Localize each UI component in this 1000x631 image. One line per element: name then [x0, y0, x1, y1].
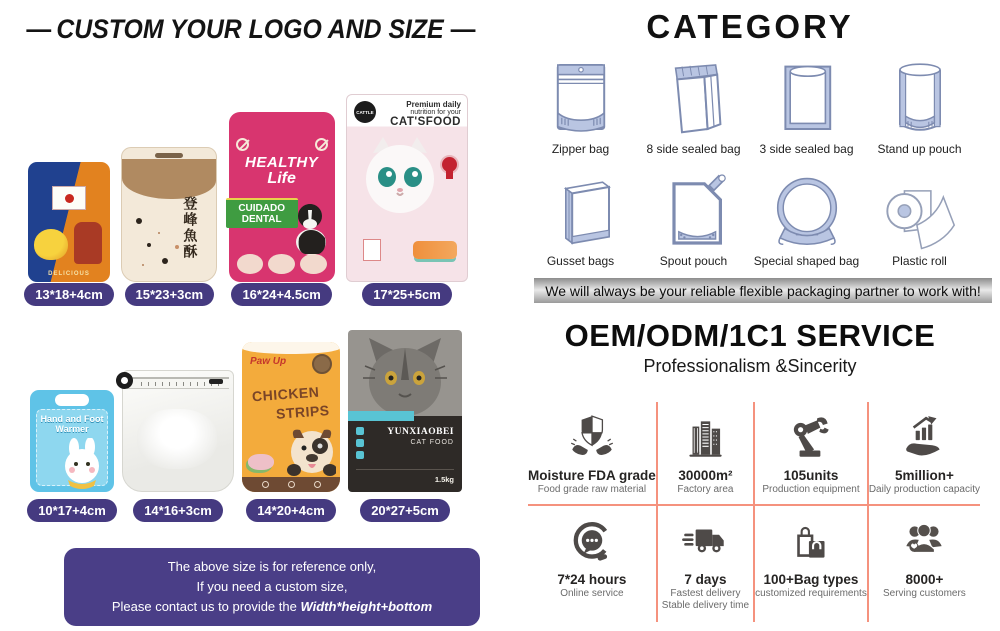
stat-value: 105units: [783, 468, 839, 483]
chicken-bag-bottom-band: [242, 477, 340, 492]
bulldog-graphic: [286, 424, 336, 478]
cat-food-line3: CAT'SFOOD: [390, 116, 461, 128]
custom-size-title-text: CUSTOM YOUR LOGO AND SIZE: [56, 14, 444, 44]
customers-icon: [897, 514, 951, 570]
stat-bag-types: [755, 506, 869, 622]
service-title: OEM/ODM/1C1 SERVICE: [564, 318, 936, 353]
note-line-3b: Width*height+bottom: [300, 599, 433, 615]
squirrel-bag-caption: DELICIOUS: [48, 271, 90, 277]
eight-side-sealed-bag-icon: [658, 54, 730, 138]
treats-tray: [237, 254, 327, 274]
category-label: Plastic roll: [892, 254, 947, 268]
squirrel-bag-badge: [52, 186, 86, 210]
stat-label: Production equipment: [762, 484, 860, 495]
shield-hands-icon: [566, 410, 618, 466]
stat-value: 100+Bag types: [763, 572, 859, 587]
stat-factory-area: [658, 402, 755, 506]
service-stats-grid: [528, 402, 980, 622]
cattle-logo: CATTLE: [354, 101, 376, 123]
category-title: CATEGORY: [646, 8, 854, 45]
note-line-2: If you need a custom size,: [196, 579, 348, 595]
dental-badge-line2: DENTAL: [241, 214, 282, 225]
stat-label: Food grade raw material: [537, 484, 647, 495]
divider-line: [356, 469, 454, 470]
stat-label: Fastest delivery: [670, 588, 741, 599]
meat-graphic: [248, 454, 274, 470]
chicken-title1: CHICKEN: [251, 383, 320, 405]
truck-icon: [677, 514, 733, 570]
stat-value: 8000+: [905, 572, 944, 587]
stat-label: Factory area: [677, 484, 734, 495]
product-pouch-yunxiaobei: [348, 330, 462, 492]
stat-value: 7 days: [684, 572, 727, 587]
note-line-1: The above size is for reference only,: [167, 559, 377, 574]
plastic-roll-icon: [881, 166, 959, 250]
border-collie-dog-graphic: [287, 200, 331, 256]
category-stand-up-pouch: [863, 54, 976, 156]
category-label: 3 side sealed bag: [759, 142, 854, 156]
fish-bag-name: 登峰魚酥: [182, 196, 199, 260]
headset-icon: [565, 514, 619, 570]
bunny-graphic: [60, 438, 106, 490]
category-label: Gusset bags: [546, 254, 615, 268]
note-line-3a: Please contact us to provide the: [111, 599, 301, 615]
size-pill-row-1: [28, 283, 468, 306]
gusset-bags-icon: [545, 166, 617, 250]
stat-label: Serving customers: [883, 588, 966, 599]
category-service-section: [500, 0, 1000, 631]
category-label: Special shaped bag: [753, 254, 860, 268]
shopping-bags-icon: [785, 514, 837, 570]
product-pouch-cats-food: [346, 94, 468, 282]
white-cat-graphic: [357, 135, 443, 225]
product-pouch-chicken-strips: [242, 342, 340, 492]
gray-cat-photo-graphic: [355, 336, 455, 416]
side-panel-graphic: [363, 239, 381, 261]
hang-handle-cutout: [55, 394, 89, 406]
category-grid: [524, 54, 976, 268]
snack-graphic: [74, 222, 102, 264]
healthy-life-title2: Life: [267, 170, 296, 187]
cat-food-line1: Premium daily: [406, 100, 461, 109]
size-pill: 15*23+3cm: [125, 283, 215, 306]
warmer-title1: Hand and Foot: [40, 414, 104, 424]
category-gusset-bags: [524, 166, 637, 268]
service-header: [500, 318, 1000, 377]
stat-production-capacity: [869, 402, 980, 506]
note-line-3: [72, 597, 472, 617]
stat-value: 30000m²: [678, 468, 733, 483]
product-pouch-fish-snack: [121, 147, 217, 282]
category-label: Stand up pouch: [877, 142, 962, 156]
stat-value: Moisture FDA grade: [528, 468, 656, 483]
no-grain-icon: [236, 138, 249, 151]
feature-bullets: [356, 427, 364, 463]
factory-icon: [679, 410, 731, 466]
stat-online-service: [528, 506, 658, 622]
size-pill: 20*27+5cm: [360, 499, 450, 522]
category-zipper-bag: [524, 54, 637, 156]
product-pouch-squirrel-snack: [28, 162, 110, 282]
pawup-logo: Paw Up: [250, 356, 287, 367]
bag-crease-highlight: [137, 409, 217, 469]
fish-bag-crumbs: [136, 218, 142, 224]
net-weight: 1.5kg: [434, 475, 454, 484]
stat-label: Daily production capacity: [868, 484, 980, 495]
product-row-2: [30, 330, 462, 492]
category-special-shaped-bag: [750, 166, 863, 268]
healthy-life-title1: HEALTHY: [245, 154, 319, 171]
chicken-title2: STRIPS: [275, 402, 331, 422]
dental-badge-line1: CUIDADO: [238, 203, 285, 214]
size-pill: 14*20+4cm: [246, 499, 336, 522]
teal-accent-band: [348, 411, 414, 421]
warmer-title2: Warmer: [55, 424, 89, 434]
service-subtitle: Professionalism &Sincerity: [643, 356, 857, 376]
custom-size-title: [20, 14, 480, 45]
salmon-graphic: [413, 241, 457, 259]
zipper-tag: [209, 379, 223, 384]
title-dash-left: —: [26, 14, 50, 44]
award-rosette: [442, 157, 457, 172]
category-label: 8 side sealed bag: [646, 142, 741, 156]
spout-pouch-icon: [658, 166, 730, 250]
no-sugar-icon: [315, 138, 328, 151]
yunxiaobei-brand: YUNXIAOBEI: [387, 427, 454, 438]
category-label: Spout pouch: [659, 254, 728, 268]
size-pill: 14*16+3cm: [133, 499, 223, 522]
yunxiaobei-subtitle: CAT FOOD: [410, 438, 454, 446]
stat-value: 7*24 hours: [557, 572, 627, 587]
partner-banner: We will always be your reliable flexible packaging partner to work with!: [534, 278, 992, 303]
product-row-1: [28, 88, 468, 282]
category-label: Zipper bag: [551, 142, 610, 156]
stat-label-2: Stable delivery time: [661, 600, 750, 611]
stat-value: 5million+: [894, 468, 954, 483]
size-pill: 16*24+4.5cm: [231, 283, 331, 306]
stand-up-pouch-icon: [884, 54, 956, 138]
stat-fastest-delivery: [658, 506, 755, 622]
category-three-side-sealed-bag: [750, 54, 863, 156]
custom-size-note: [64, 548, 480, 626]
fish-bag-wave: [122, 159, 216, 199]
fish-bag-zipper: [155, 153, 183, 158]
stat-serving-customers: [869, 506, 980, 622]
title-dash-right: —: [450, 14, 474, 44]
hand-growth-icon: [898, 410, 950, 466]
cat-food-line2: nutrition for your: [410, 109, 461, 116]
product-pouch-hand-warmer: [30, 390, 114, 492]
stat-fda-grade: [528, 402, 658, 506]
stat-production-equipment: [755, 402, 869, 506]
size-pill: 17*25+5cm: [362, 283, 452, 306]
stat-label: Online service: [560, 588, 624, 599]
special-shaped-bag-icon: [769, 166, 845, 250]
cat-food-header: [390, 100, 461, 128]
pull-ring: [116, 372, 133, 389]
size-pill-row-2: [30, 499, 462, 522]
category-plastic-roll: [863, 166, 976, 268]
size-pill: 13*18+4cm: [24, 283, 114, 306]
category-eight-side-sealed-bag: [637, 54, 750, 156]
product-pouch-white-zipper: [122, 370, 234, 492]
category-spout-pouch: [637, 166, 750, 268]
chestnut-graphic: [34, 229, 68, 260]
three-side-sealed-bag-icon: [771, 54, 843, 138]
stat-label: customized requirements: [755, 588, 867, 599]
robot-arm-icon: [785, 410, 837, 466]
squirrel-bag-logo-dot: [65, 194, 74, 203]
product-pouch-healthy-life: [229, 112, 335, 282]
gold-seal-badge: [312, 354, 332, 374]
chicken-bag-top-seal: [242, 342, 340, 354]
size-pill: 10*17+4cm: [27, 499, 117, 522]
zipper-bag-icon: [545, 54, 617, 138]
